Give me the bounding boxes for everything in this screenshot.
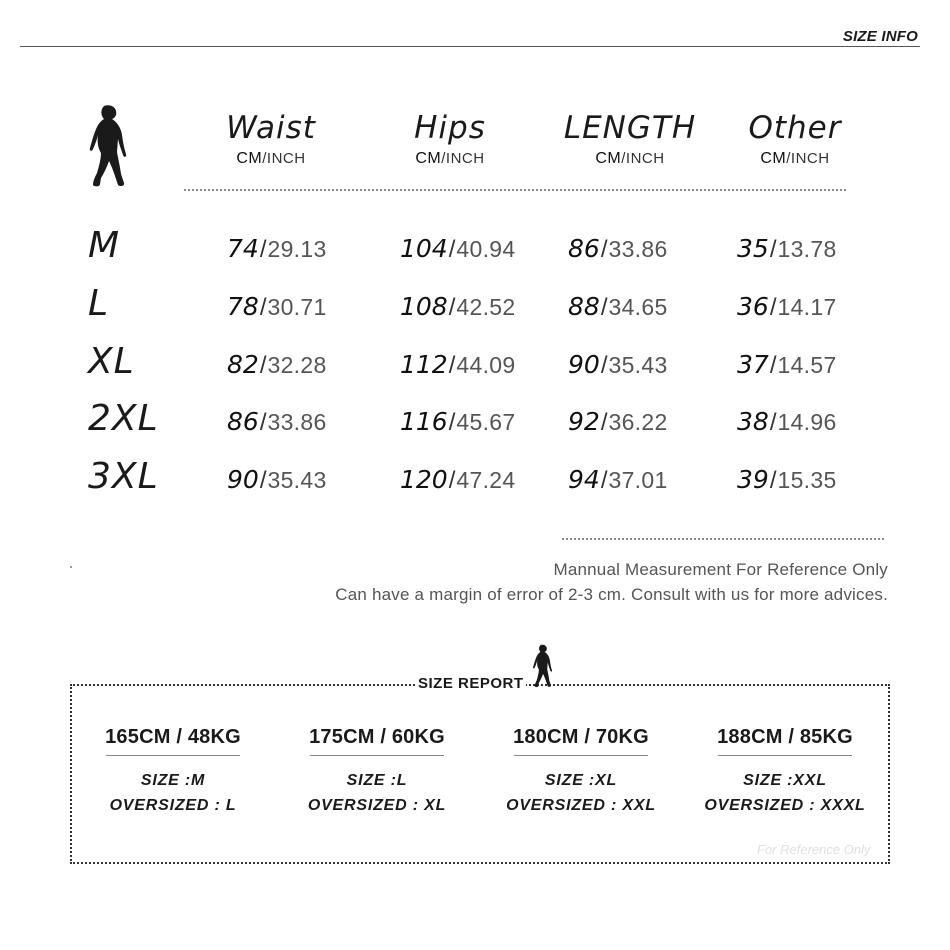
cell-inch-value: 14.17 [777, 294, 837, 320]
cell-cm-value: 90 [227, 465, 259, 494]
header-dotted-divider [184, 189, 846, 191]
cell-cm-value: 36 [737, 292, 769, 321]
report-size: SIZE :XL [544, 772, 618, 789]
table-cell [400, 465, 515, 496]
cell-inch-value: 45.67 [456, 409, 516, 435]
report-height-weight: 175CM / 60KG [309, 726, 445, 748]
report-oversized: OVERSIZED : XXXL [704, 797, 866, 814]
cell-separator: / [259, 467, 267, 494]
column-header-other [710, 110, 880, 168]
cell-cm-value: 74 [227, 234, 259, 263]
table-cell [400, 292, 515, 323]
table-cell [227, 234, 327, 265]
cell-cm-value: 94 [568, 465, 600, 494]
cell-cm-value: 37 [737, 350, 769, 379]
column-unit: CM/INCH [760, 150, 830, 167]
cell-cm-value: 39 [737, 465, 769, 494]
size-label: 2XL [88, 398, 159, 439]
note-reference: Mannual Measurement For Reference Only [553, 560, 888, 579]
cell-cm-value: 90 [568, 350, 600, 379]
table-cell [737, 350, 837, 381]
cell-separator: / [600, 409, 608, 436]
cell-cm-value: 86 [227, 407, 259, 436]
note-margin-error: Can have a margin of error of 2-3 cm. Consult with us for more advices. [335, 585, 888, 604]
column-name: LENGTH [563, 110, 697, 146]
cell-separator: / [769, 294, 777, 321]
column-unit: CM/INCH [595, 150, 665, 167]
report-divider [310, 755, 444, 756]
table-cell [400, 407, 515, 438]
cell-cm-value: 92 [568, 407, 600, 436]
report-oversized: OVERSIZED : L [109, 797, 237, 814]
report-divider [106, 755, 240, 756]
cell-inch-value: 37.01 [608, 467, 668, 493]
column-unit: CM/INCH [415, 150, 485, 167]
report-divider [514, 755, 648, 756]
cell-inch-value: 47.24 [456, 467, 516, 493]
cell-inch-value: 42.52 [456, 294, 516, 320]
size-report-title: SIZE REPORT [418, 675, 524, 692]
column-unit: CM/INCH [236, 150, 306, 167]
cell-cm-value: 82 [227, 350, 259, 379]
cell-inch-value: 14.96 [777, 409, 837, 435]
table-cell [568, 407, 668, 438]
report-height-weight: 188CM / 85KG [717, 726, 853, 748]
cell-separator: / [259, 352, 267, 379]
table-cell [400, 234, 515, 265]
table-cell [568, 350, 668, 381]
report-size: SIZE :XXL [743, 772, 827, 789]
decorative-speck [70, 566, 72, 568]
column-name: Hips [414, 110, 486, 146]
cell-separator: / [600, 236, 608, 263]
cell-separator: / [448, 409, 456, 436]
cell-cm-value: 120 [400, 465, 448, 494]
report-divider [718, 755, 852, 756]
cell-cm-value: 88 [568, 292, 600, 321]
cell-separator: / [769, 236, 777, 263]
report-size: SIZE :M [140, 772, 206, 789]
table-cell [227, 350, 327, 381]
cell-cm-value: 116 [400, 407, 448, 436]
cell-separator: / [259, 236, 267, 263]
cell-separator: / [769, 352, 777, 379]
cell-inch-value: 33.86 [608, 236, 668, 262]
cell-cm-value: 112 [400, 350, 448, 379]
notes-dotted-divider [562, 538, 884, 540]
header-divider [20, 46, 920, 47]
cell-cm-value: 38 [737, 407, 769, 436]
cell-inch-value: 35.43 [608, 352, 668, 378]
size-label: L [88, 283, 110, 324]
cell-inch-value: 36.22 [608, 409, 668, 435]
cell-separator: / [448, 236, 456, 263]
cell-inch-value: 15.35 [777, 467, 837, 493]
column-name: Waist [226, 110, 316, 146]
cell-inch-value: 14.57 [777, 352, 837, 378]
size-label: M [88, 225, 121, 266]
table-cell [737, 407, 837, 438]
report-item [277, 726, 477, 818]
cell-inch-value: 32.28 [267, 352, 327, 378]
size-label: 3XL [88, 456, 159, 497]
table-cell [568, 292, 668, 323]
table-cell [400, 350, 515, 381]
silhouette-figure-icon [84, 104, 130, 188]
cell-separator: / [769, 409, 777, 436]
cell-cm-value: 86 [568, 234, 600, 263]
cell-cm-value: 78 [227, 292, 259, 321]
cell-inch-value: 40.94 [456, 236, 516, 262]
cell-inch-value: 35.43 [267, 467, 327, 493]
table-cell [227, 465, 327, 496]
cell-separator: / [448, 352, 456, 379]
column-header-waist [186, 110, 356, 168]
cell-cm-value: 108 [400, 292, 448, 321]
cell-inch-value: 33.86 [267, 409, 327, 435]
cell-separator: / [448, 467, 456, 494]
cell-inch-value: 44.09 [456, 352, 516, 378]
cell-separator: / [259, 409, 267, 436]
cell-inch-value: 13.78 [777, 236, 837, 262]
report-item [481, 726, 681, 818]
report-item [685, 726, 885, 818]
table-cell [568, 465, 668, 496]
table-cell [737, 234, 837, 265]
column-header-length [545, 110, 715, 168]
report-height-weight: 165CM / 48KG [105, 726, 241, 748]
table-cell [227, 292, 327, 323]
size-label: XL [88, 341, 135, 382]
table-cell [737, 292, 837, 323]
report-height-weight: 180CM / 70KG [513, 726, 649, 748]
cell-separator: / [448, 294, 456, 321]
cell-separator: / [600, 352, 608, 379]
silhouette-figure-icon [530, 642, 554, 690]
cell-separator: / [259, 294, 267, 321]
cell-cm-value: 104 [400, 234, 448, 263]
page-title: SIZE INFO [842, 28, 918, 45]
table-cell [227, 407, 327, 438]
report-oversized: OVERSIZED : XL [307, 797, 447, 814]
cell-cm-value: 35 [737, 234, 769, 263]
report-size: SIZE :L [346, 772, 408, 789]
column-header-hips [365, 110, 535, 168]
cell-inch-value: 30.71 [267, 294, 327, 320]
report-footnote: For Reference Only [757, 842, 871, 857]
table-cell [568, 234, 668, 265]
cell-separator: / [600, 467, 608, 494]
report-item [73, 726, 273, 818]
table-cell [737, 465, 837, 496]
cell-inch-value: 34.65 [608, 294, 668, 320]
cell-separator: / [600, 294, 608, 321]
report-oversized: OVERSIZED : XXL [506, 797, 656, 814]
cell-separator: / [769, 467, 777, 494]
column-name: Other [748, 110, 842, 146]
cell-inch-value: 29.13 [267, 236, 327, 262]
